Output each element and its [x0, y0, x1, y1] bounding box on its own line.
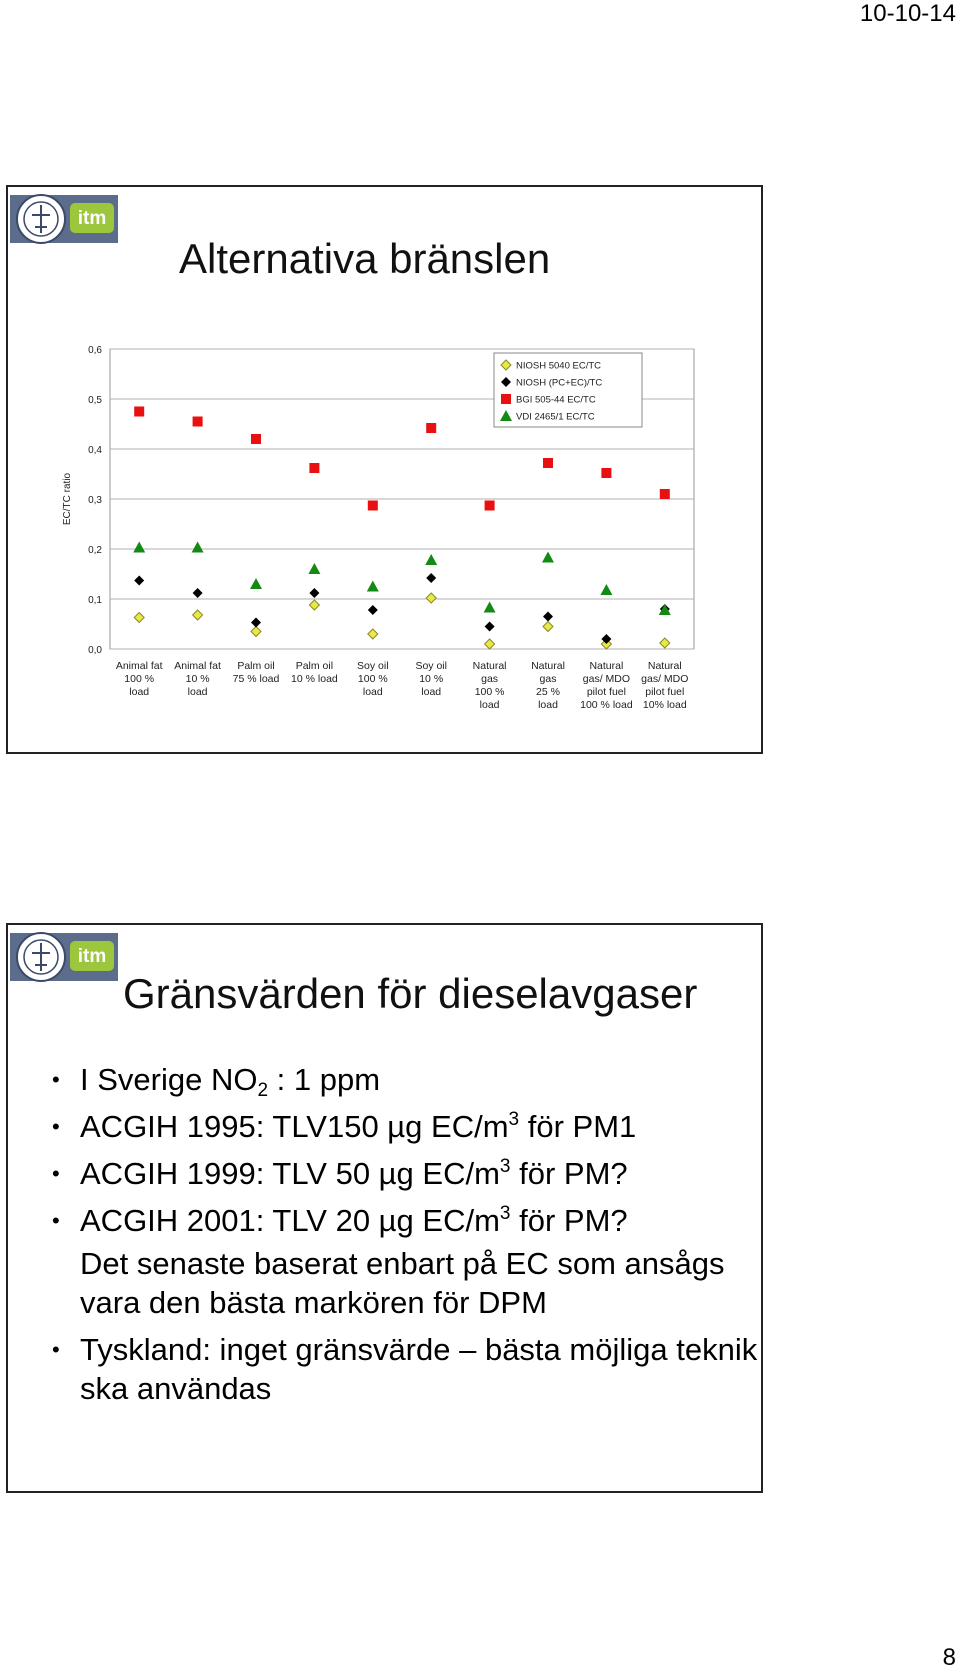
x-tick-label: Animal fat 10 % load [174, 660, 221, 698]
y-axis-label: EC/TC ratio [62, 472, 73, 526]
legend-entry: NIOSH (PC+EC)/TC [516, 377, 603, 389]
bullet-acgih-2001-note: Det senaste baserat enbart på EC som ansågs vara den bästa markören för DPM [80, 1246, 725, 1320]
data-point-square [368, 501, 378, 511]
data-point-square [426, 423, 436, 433]
data-point-square [193, 417, 203, 427]
legend-marker [501, 394, 511, 404]
legend-entry: NIOSH 5040 EC/TC [516, 360, 601, 372]
svg-text:itm: itm [77, 208, 107, 229]
y-tick-label: 0,6 [88, 345, 102, 356]
scatter-chart-svg [48, 327, 708, 717]
itm-logo [10, 189, 118, 251]
x-tick-label: Animal fat 100 % load [115, 660, 163, 698]
bullet-acgih-2001: • ACGIH 2001: TLV 20 µg $EC/m^3$ för PM? [52, 1203, 628, 1238]
y-tick-label: 0,2 [88, 545, 102, 556]
slide-alternative-fuels [6, 185, 763, 754]
data-point-square [485, 501, 495, 511]
x-tick-label: Natural gas 25 % load [531, 660, 565, 711]
svg-text:itm: itm [77, 946, 107, 967]
data-point-square [601, 468, 611, 478]
y-tick-label: 0,0 [88, 645, 102, 656]
x-tick-label: Natural gas/ MDO pilot fuel 100 % load [580, 660, 633, 711]
legend-entry: VDI 2465/1 EC/TC [516, 411, 595, 423]
x-tick-label: Natural gas 100 % load [472, 660, 507, 711]
bullet-germany: • Tyskland: inget gränsvärde – bästa möjliga teknik ska användas [52, 1332, 758, 1406]
y-tick-label: 0,4 [88, 445, 102, 456]
data-point-square [309, 463, 319, 473]
slide-diesel-exhaust-limits [6, 923, 763, 1493]
data-point-square [660, 489, 670, 499]
x-tick-label: Natural gas/ MDO pilot fuel 10% load [641, 660, 689, 711]
bullet-acgih-1995: • ACGIH 1995: TLV150 µg $EC/m^3$ för PM1 [52, 1109, 637, 1144]
x-tick-label: Palm oil 10 % load [291, 660, 338, 685]
legend-entry: BGI 505-44 EC/TC [516, 394, 596, 406]
slide-title: Gränsvärden för dieselavgaser [123, 970, 698, 1017]
ec-tc-ratio-chart [48, 327, 708, 717]
bullet-acgih-1999: • ACGIH 1999: TLV 50 µg $EC/m^3$ för PM? [52, 1156, 628, 1191]
page-number: 8 [942, 1644, 956, 1671]
data-point-square [251, 434, 261, 444]
x-tick-label: Soy oil 10 % load [415, 660, 447, 698]
y-tick-label: 0,3 [88, 495, 102, 506]
itm-logo [10, 927, 118, 989]
slide-title: Alternativa bränslen [179, 235, 551, 282]
data-point-square [543, 458, 553, 468]
data-point-square [134, 407, 144, 417]
y-tick-label: 0,1 [88, 595, 102, 606]
page-date: 10-10-14 [859, 0, 956, 27]
x-tick-label: Palm oil 75 % load [232, 660, 280, 685]
bullet-sweden: • I Sverige $NO_2$ : 1 ppm [52, 1062, 381, 1101]
bullet-list [52, 1060, 758, 1416]
y-tick-label: 0,5 [88, 395, 102, 406]
x-tick-label: Soy oil 100 % load [357, 660, 389, 698]
